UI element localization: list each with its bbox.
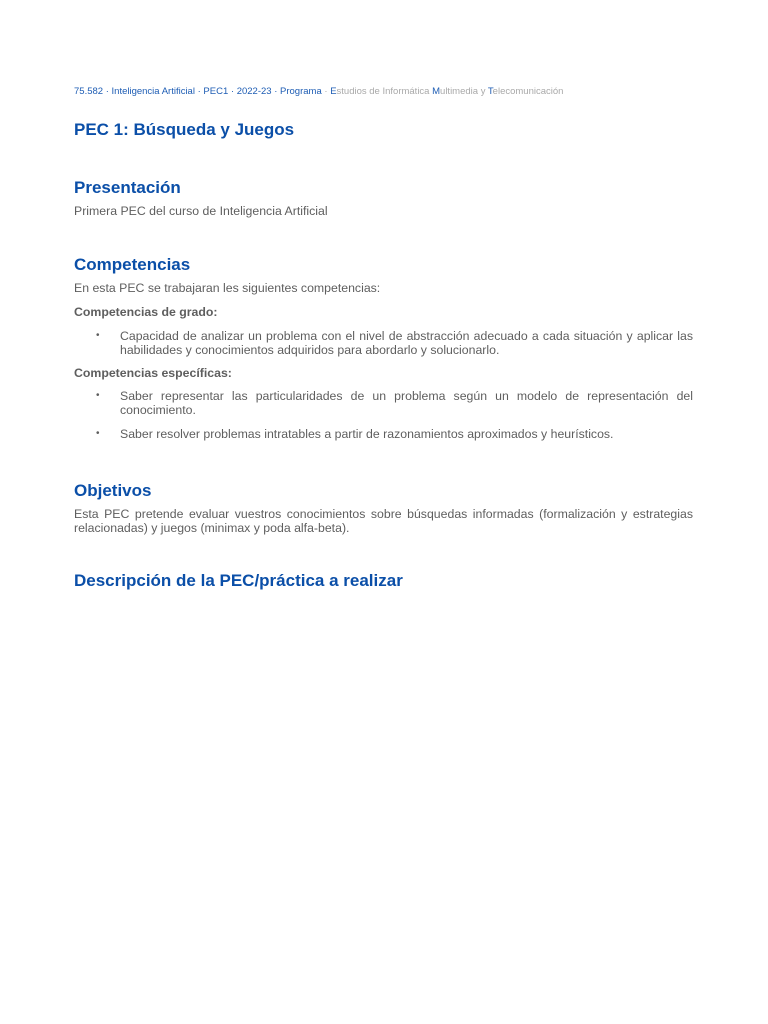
competencias-especificas-label: Competencias específicas: (74, 366, 232, 380)
bullet-icon: • (96, 390, 100, 401)
studies-text-e: studios de Informática (336, 86, 433, 97)
course-code: 75.582 (74, 86, 104, 97)
header-separator: · (230, 86, 235, 97)
competencias-especificas-list (74, 389, 693, 441)
header-separator: · (274, 86, 278, 97)
competencias-intro: En esta PEC se trabajaran les siguientes competencias: (74, 281, 381, 295)
pec-label: PEC1 (203, 86, 229, 97)
document-title: PEC 1: Búsqueda y Juegos (74, 120, 295, 139)
section-heading-competencias: Competencias (74, 255, 191, 274)
academic-year: 2022-23 (236, 86, 272, 97)
bullet-icon: • (96, 428, 100, 439)
bullet-icon: • (96, 330, 100, 341)
list-item (74, 329, 693, 357)
list-item-text: Saber resolver problemas intratables a partir de razonamientos aproximados y heurísticos. (120, 427, 614, 441)
competencias-grado-label: Competencias de grado: (74, 305, 218, 319)
studies-initial-e: E (330, 86, 337, 97)
competencias-grado-list (74, 329, 693, 357)
header-separator: · (324, 86, 328, 97)
header-separator: · (197, 86, 201, 97)
studies-text-m: ultimedia y (440, 86, 488, 97)
list-item-text: Capacidad de analizar un problema con el nivel de abstracción adecuado a cada situación y aplicar las habilidades y conocimientos adquiridos para abordarlo y solucionarlo. (120, 329, 693, 357)
studies-initial-m: M (432, 86, 441, 97)
studies-initial-t: T (487, 86, 493, 97)
presentacion-text: Primera PEC del curso de Inteligencia Artificial (74, 204, 328, 218)
document-page (74, 86, 693, 591)
program-label: Programa (280, 86, 322, 97)
section-heading-descripcion: Descripción de la PEC/práctica a realizar (74, 571, 403, 590)
studies-text-t: elecomunicación (492, 86, 564, 97)
section-heading-objetivos: Objetivos (74, 481, 152, 500)
list-item (74, 427, 693, 441)
course-name: Inteligencia Artificial (111, 86, 195, 97)
header-separator: · (105, 86, 109, 97)
running-header (74, 86, 693, 98)
objetivos-text: Esta PEC pretende evaluar vuestros conocimientos sobre búsquedas informadas (formalización y estrategias relacionadas) y juegos (minimax y poda alfa-beta). (74, 507, 693, 535)
list-item-text: Saber representar las particularidades de un problema según un modelo de representación del conocimiento. (120, 389, 693, 417)
list-item (74, 389, 693, 417)
section-heading-presentacion: Presentación (74, 178, 181, 197)
